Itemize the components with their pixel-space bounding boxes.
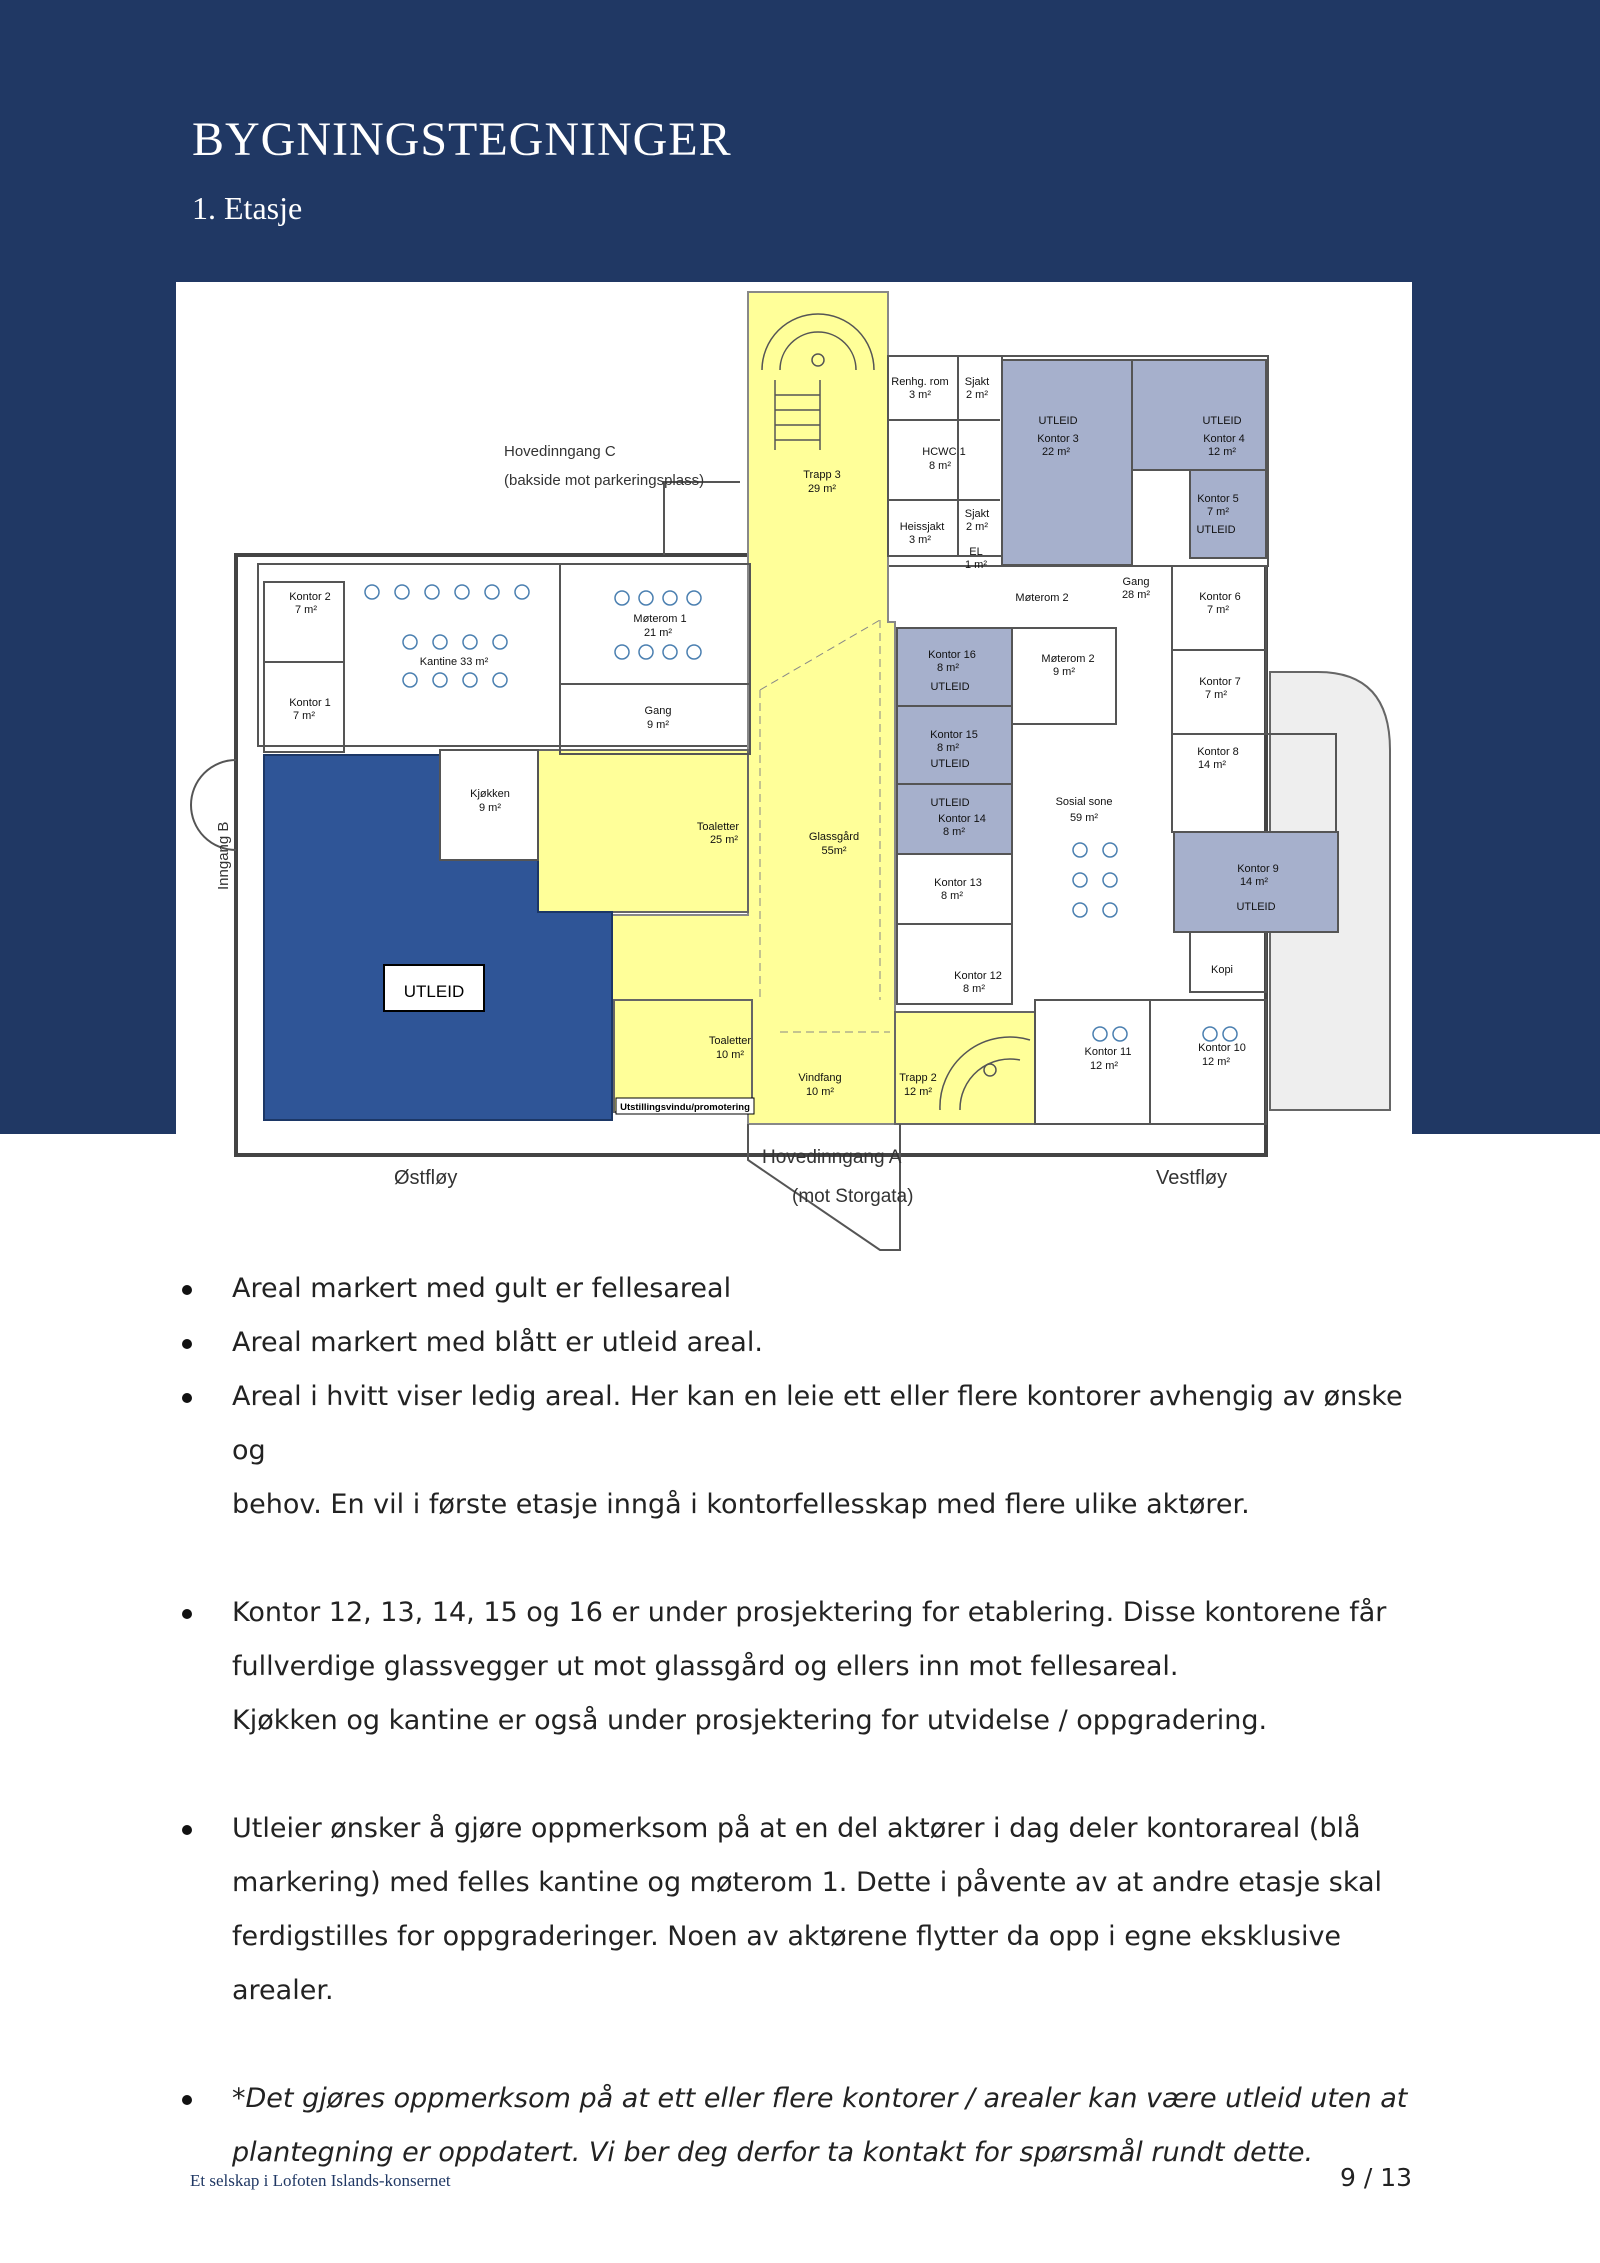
kontor-3-leased bbox=[1002, 360, 1132, 565]
room-kontor6-area: 7 m² bbox=[1207, 604, 1229, 616]
bullet-text: behov. En vil i første etasje inngå i kontorfellesskap med flere ulike aktører. bbox=[232, 1489, 1250, 1520]
room-toaletter10-name: Toaletter bbox=[708, 1035, 752, 1047]
room-gang28-area: 28 m² bbox=[1121, 589, 1151, 601]
kontor-4-leased bbox=[1132, 360, 1266, 470]
room-kontor5-utleid: UTLEID bbox=[1196, 524, 1236, 536]
room-kontor11-name: Kontor 11 bbox=[1084, 1046, 1132, 1058]
room-kontor4-area: 12 m² bbox=[1207, 446, 1237, 458]
room-el-area: 1 m² bbox=[965, 559, 987, 571]
common-area-trapp2 bbox=[895, 1012, 1035, 1124]
room-kontor1-name: Kontor 1 bbox=[289, 697, 331, 709]
room-trapp3-name: Trapp 3 bbox=[803, 469, 841, 481]
utstilling-label: Utstillingsvindu/promotering bbox=[620, 1102, 750, 1113]
room-kontor14-name: Kontor 14 bbox=[938, 813, 986, 825]
floor-plan bbox=[176, 282, 1412, 1272]
room-kontor8-area: 14 m² bbox=[1197, 759, 1227, 771]
bullet-text: fullverdige glassvegger ut mot glassgård og ellers inn mot fellesareal. bbox=[232, 1651, 1179, 1682]
room-moterom2-top: Møterom 2 bbox=[1015, 592, 1069, 604]
room-renhold-area: 3 m² bbox=[909, 389, 931, 401]
room-kontor4-utleid: UTLEID bbox=[1202, 415, 1242, 427]
room-toaletter25-name: Toaletter bbox=[696, 821, 740, 833]
label-inngang-b: Inngang B bbox=[215, 821, 232, 890]
page-title: BYGNINGSTEGNINGER bbox=[192, 113, 732, 166]
room-kontor14-utleid: UTLEID bbox=[930, 797, 970, 809]
bullet-text: ferdigstilles for oppgraderinger. Noen av aktørene flytter da opp i egne eksklusive arealer. bbox=[232, 1921, 1342, 2006]
room-trapp2-name: Trapp 2 bbox=[899, 1072, 937, 1084]
room-gang28-name: Gang bbox=[1122, 576, 1150, 588]
room-toaletter10-area: 10 m² bbox=[715, 1049, 745, 1061]
room-kontor15-name: Kontor 15 bbox=[930, 729, 978, 741]
room-toaletter25-area: 25 m² bbox=[709, 834, 739, 846]
room-kontor7-area: 7 m² bbox=[1205, 689, 1227, 701]
bullet-list bbox=[176, 1262, 1436, 2180]
room-sjakt-mid-name: Sjakt bbox=[964, 508, 990, 520]
bullet-item bbox=[176, 1316, 1436, 1370]
room-vindfang-area: 10 m² bbox=[805, 1086, 835, 1098]
room-kontor1-area: 7 m² bbox=[293, 710, 315, 722]
room-kontor7-name: Kontor 7 bbox=[1199, 676, 1241, 688]
room-kontor2-area: 7 m² bbox=[295, 604, 317, 616]
room-kontor9-utleid: UTLEID bbox=[1236, 901, 1276, 913]
room-kontor12-name: Kontor 12 bbox=[954, 970, 1002, 982]
room-kjokken-name: Kjøkken bbox=[470, 788, 510, 800]
room-kontor15-utleid: UTLEID bbox=[930, 758, 970, 770]
room-kontor15-area: 8 m² bbox=[937, 742, 959, 754]
bullet-item bbox=[176, 1262, 1436, 1316]
room-kjokken-area: 9 m² bbox=[479, 802, 501, 814]
room-kontor2-name: Kontor 2 bbox=[289, 591, 331, 603]
bullet-text: Kontor 12, 13, 14, 15 og 16 er under prosjektering for etablering. Disse kontorene får bbox=[232, 1597, 1387, 1628]
label-hovedinngang-c-sub: (bakside mot parkeringsplass) bbox=[504, 472, 705, 489]
footer-company: Et selskap i Lofoten Islands-konsernet bbox=[190, 2171, 451, 2190]
room-kontor13-name: Kontor 13 bbox=[934, 877, 982, 889]
room-sjakt-mid-area: 2 m² bbox=[966, 521, 988, 533]
room-hcwc-area: 8 m² bbox=[929, 460, 951, 472]
room-sjakt-top-area: 2 m² bbox=[966, 389, 988, 401]
room-trapp2-area: 12 m² bbox=[903, 1086, 933, 1098]
entrance-c bbox=[664, 482, 740, 555]
label-hovedinngang-a: Hovedinngang A bbox=[762, 1147, 902, 1168]
room-kontor9-area: 14 m² bbox=[1239, 876, 1269, 888]
label-hovedinngang-c: Hovedinngang C bbox=[504, 443, 616, 460]
room-heissjakt-area: 3 m² bbox=[909, 534, 931, 546]
room-kontor5-name: Kontor 5 bbox=[1197, 493, 1239, 505]
room-kontor6-name: Kontor 6 bbox=[1199, 591, 1241, 603]
room-kontor4-name: Kontor 4 bbox=[1203, 433, 1245, 445]
room-hcwc-name: HCWC 1 bbox=[922, 446, 966, 458]
room-kopi: Kopi bbox=[1210, 964, 1234, 976]
room-moterom2-area: 9 m² bbox=[1053, 666, 1075, 678]
room-kontor16-utleid: UTLEID bbox=[930, 681, 970, 693]
room-kontor10-area: 12 m² bbox=[1201, 1056, 1231, 1068]
room-trapp3-area: 29 m² bbox=[807, 483, 837, 495]
bullet-item bbox=[176, 1802, 1436, 2018]
bullet-text: Kjøkken og kantine er også under prosjektering for utvidelse / oppgradering. bbox=[232, 1705, 1268, 1736]
bullet-text: Areal markert med gult er fellesareal bbox=[232, 1273, 732, 1304]
bullet-item bbox=[176, 1586, 1436, 1748]
page-number: 9 / 13 bbox=[1340, 2163, 1413, 2192]
room-kontor16-area: 8 m² bbox=[937, 662, 959, 674]
room-sosial-area: 59 m² bbox=[1069, 812, 1099, 824]
bullet-text: markering) med felles kantine og møterom 1. Dette i påvente av at andre etasje skal bbox=[232, 1867, 1383, 1898]
bullet-item bbox=[176, 1370, 1436, 1532]
bullet-text: *Det gjøres oppmerksom på at ett eller flere kontorer / arealer kan være utleid uten at bbox=[232, 2083, 1408, 2114]
room-moterom2-name: Møterom 2 bbox=[1041, 653, 1095, 665]
room-kontor10-name: Kontor 10 bbox=[1198, 1042, 1246, 1054]
bullet-item bbox=[176, 2072, 1436, 2180]
room-kontor16-name: Kontor 16 bbox=[928, 649, 976, 661]
room-gang9-area: 9 m² bbox=[647, 719, 669, 731]
bullet-text: Areal i hvitt viser ledig areal. Her kan en leie ett eller flere kontorer avhengig av ønske og bbox=[232, 1381, 1403, 1466]
room-kontor5-area: 7 m² bbox=[1207, 506, 1229, 518]
room-gang9-name: Gang bbox=[644, 705, 672, 717]
room-heissjakt-name: Heissjakt bbox=[899, 521, 945, 533]
label-hovedinngang-a-sub: (mot Storgata) bbox=[792, 1186, 914, 1207]
label-vestfloy: Vestfløy bbox=[1156, 1167, 1228, 1189]
room-kantine: Kantine 33 m² bbox=[419, 656, 489, 668]
room-kontor12-area: 8 m² bbox=[963, 983, 985, 995]
room-kontor9-name: Kontor 9 bbox=[1237, 863, 1279, 875]
bullet-text: Utleier ønsker å gjøre oppmerksom på at en del aktører i dag deler kontorareal (blå bbox=[232, 1813, 1361, 1844]
room-kontor3-area: 22 m² bbox=[1041, 446, 1071, 458]
utleid-label-big: UTLEID bbox=[403, 982, 465, 1001]
bullet-text: Areal markert med blått er utleid areal. bbox=[232, 1327, 763, 1358]
room-kontor14-area: 8 m² bbox=[943, 826, 965, 838]
room-glassgard-name: Glassgård bbox=[808, 831, 860, 843]
room-renhold-name: Renhg. rom bbox=[891, 376, 949, 388]
room-sosial-name: Sosial sone bbox=[1055, 796, 1113, 808]
room-kontor11-area: 12 m² bbox=[1089, 1060, 1119, 1072]
room-vindfang-name: Vindfang bbox=[798, 1072, 842, 1084]
room-kontor13-area: 8 m² bbox=[941, 890, 963, 902]
room-sjakt-top-name: Sjakt bbox=[964, 376, 990, 388]
bullet-text: plantegning er oppdatert. Vi ber deg derfor ta kontakt for spørsmål rundt dette. bbox=[232, 2137, 1314, 2168]
page-subtitle: 1. Etasje bbox=[192, 190, 303, 226]
room-kontor3-utleid: UTLEID bbox=[1038, 415, 1078, 427]
room-moterom1-area: 21 m² bbox=[643, 627, 673, 639]
room-glassgard-area: 55m² bbox=[821, 845, 847, 857]
room-el-name: EL bbox=[969, 546, 983, 558]
room-moterom1-name: Møterom 1 bbox=[633, 613, 687, 625]
room-kontor3-name: Kontor 3 bbox=[1037, 433, 1079, 445]
label-ostfloy: Østfløy bbox=[394, 1167, 458, 1189]
room-kontor8-name: Kontor 8 bbox=[1197, 746, 1239, 758]
